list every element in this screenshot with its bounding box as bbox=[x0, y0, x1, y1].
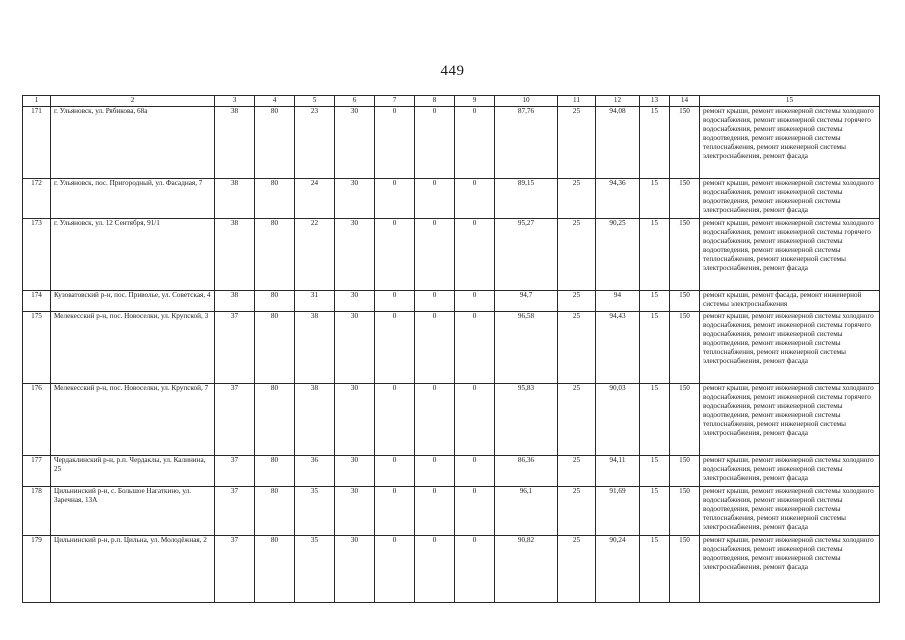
value-cell: 96,58 bbox=[495, 312, 558, 384]
column-header: 9 bbox=[455, 96, 495, 107]
value-cell: 25 bbox=[558, 219, 596, 291]
value-cell: 25 bbox=[558, 291, 596, 312]
table-row bbox=[23, 456, 880, 487]
value-cell: 0 bbox=[375, 384, 415, 456]
value-cell: 25 bbox=[558, 456, 596, 487]
table-header bbox=[23, 96, 880, 107]
column-header: 6 bbox=[335, 96, 375, 107]
column-header: 10 bbox=[495, 96, 558, 107]
column-header: 12 bbox=[596, 96, 640, 107]
row-number: 179 bbox=[23, 536, 51, 603]
value-cell: 80 bbox=[255, 219, 295, 291]
value-cell: 25 bbox=[558, 487, 596, 536]
value-cell: 150 bbox=[670, 179, 700, 219]
value-cell: 25 bbox=[558, 179, 596, 219]
value-cell: 0 bbox=[375, 291, 415, 312]
value-cell: 0 bbox=[415, 312, 455, 384]
header-row bbox=[23, 96, 880, 107]
value-cell: 30 bbox=[335, 219, 375, 291]
row-number: 175 bbox=[23, 312, 51, 384]
value-cell: 0 bbox=[375, 219, 415, 291]
address-cell: Цильнинский р-н, с. Большое Нагаткино, ул. Заречная, 13А bbox=[51, 487, 215, 536]
value-cell: 150 bbox=[670, 107, 700, 179]
value-cell: 36 bbox=[295, 456, 335, 487]
value-cell: 0 bbox=[455, 107, 495, 179]
value-cell: 0 bbox=[375, 107, 415, 179]
value-cell: 90,25 bbox=[596, 219, 640, 291]
value-cell: 35 bbox=[295, 536, 335, 603]
column-header: 14 bbox=[670, 96, 700, 107]
address-cell: г. Ульяновск, пос. Пригородный, ул. Фасадная, 7 bbox=[51, 179, 215, 219]
page-number: 449 bbox=[440, 63, 465, 79]
value-cell: 24 bbox=[295, 179, 335, 219]
address-cell: г. Ульяновск, ул. 12 Сентября, 91/1 bbox=[51, 219, 215, 291]
value-cell: 0 bbox=[375, 487, 415, 536]
value-cell: 94 bbox=[596, 291, 640, 312]
value-cell: 15 bbox=[640, 219, 670, 291]
value-cell: 15 bbox=[640, 179, 670, 219]
repair-program-table bbox=[22, 95, 880, 603]
works-cell: ремонт крыши, ремонт инженерной системы холодного водоснабжения, ремонт инженерной системы водоотведения, ремонт инженерной системы теплоснабжения, ремонт инженерной системы электроснабжения, ремонт фасада bbox=[700, 487, 880, 536]
value-cell: 0 bbox=[375, 179, 415, 219]
value-cell: 80 bbox=[255, 487, 295, 536]
value-cell: 90,24 bbox=[596, 536, 640, 603]
value-cell: 94,11 bbox=[596, 456, 640, 487]
works-cell: ремонт крыши, ремонт инженерной системы холодного водоснабжения, ремонт инженерной системы водоотведения, ремонт инженерной системы электроснабжения, ремонт фасада bbox=[700, 179, 880, 219]
value-cell: 15 bbox=[640, 291, 670, 312]
column-header: 8 bbox=[415, 96, 455, 107]
column-header: 15 bbox=[700, 96, 880, 107]
value-cell: 30 bbox=[335, 107, 375, 179]
value-cell: 25 bbox=[558, 312, 596, 384]
value-cell: 80 bbox=[255, 312, 295, 384]
value-cell: 37 bbox=[215, 456, 255, 487]
value-cell: 37 bbox=[215, 312, 255, 384]
row-number: 174 bbox=[23, 291, 51, 312]
value-cell: 87,76 bbox=[495, 107, 558, 179]
value-cell: 38 bbox=[215, 291, 255, 312]
value-cell: 0 bbox=[415, 179, 455, 219]
table-row bbox=[23, 107, 880, 179]
value-cell: 80 bbox=[255, 384, 295, 456]
value-cell: 37 bbox=[215, 487, 255, 536]
table-body bbox=[23, 107, 880, 603]
value-cell: 0 bbox=[375, 536, 415, 603]
value-cell: 0 bbox=[455, 291, 495, 312]
value-cell: 80 bbox=[255, 456, 295, 487]
column-header: 7 bbox=[375, 96, 415, 107]
value-cell: 30 bbox=[335, 291, 375, 312]
address-cell: Кузоватовский р-н, пос. Приволье, ул. Советская, 4 bbox=[51, 291, 215, 312]
works-cell: ремонт крыши, ремонт инженерной системы холодного водоснабжения, ремонт инженерной системы электроснабжения, ремонт фасада bbox=[700, 456, 880, 487]
value-cell: 0 bbox=[455, 312, 495, 384]
table-row bbox=[23, 219, 880, 291]
table-row bbox=[23, 536, 880, 603]
value-cell: 0 bbox=[415, 219, 455, 291]
address-cell: Цильнинский р-н, р.п. Цильна, ул. Молодёжная, 2 bbox=[51, 536, 215, 603]
row-number: 177 bbox=[23, 456, 51, 487]
value-cell: 23 bbox=[295, 107, 335, 179]
value-cell: 94,7 bbox=[495, 291, 558, 312]
row-number: 173 bbox=[23, 219, 51, 291]
value-cell: 0 bbox=[415, 291, 455, 312]
row-number: 171 bbox=[23, 107, 51, 179]
table-row bbox=[23, 384, 880, 456]
table-row bbox=[23, 291, 880, 312]
address-cell: Мелекесский р-н, пос. Новоселки, ул. Крупской, 3 bbox=[51, 312, 215, 384]
row-number: 178 bbox=[23, 487, 51, 536]
value-cell: 0 bbox=[415, 536, 455, 603]
value-cell: 38 bbox=[215, 179, 255, 219]
value-cell: 91,69 bbox=[596, 487, 640, 536]
row-number: 176 bbox=[23, 384, 51, 456]
value-cell: 15 bbox=[640, 107, 670, 179]
value-cell: 37 bbox=[215, 536, 255, 603]
row-number: 172 bbox=[23, 179, 51, 219]
value-cell: 80 bbox=[255, 179, 295, 219]
value-cell: 80 bbox=[255, 291, 295, 312]
works-cell: ремонт крыши, ремонт инженерной системы холодного водоснабжения, ремонт инженерной системы горячего водоснабжения, ремонт инженерной системы водоотведения, ремонт инженерной системы теплоснабжения, ремонт инженерной системы электроснабжения, ремонт фасада bbox=[700, 107, 880, 179]
value-cell: 0 bbox=[455, 219, 495, 291]
column-header: 4 bbox=[255, 96, 295, 107]
value-cell: 15 bbox=[640, 487, 670, 536]
value-cell: 15 bbox=[640, 384, 670, 456]
value-cell: 38 bbox=[215, 219, 255, 291]
table-row bbox=[23, 179, 880, 219]
column-header: 11 bbox=[558, 96, 596, 107]
value-cell: 0 bbox=[415, 384, 455, 456]
column-header: 3 bbox=[215, 96, 255, 107]
value-cell: 95,27 bbox=[495, 219, 558, 291]
value-cell: 25 bbox=[558, 107, 596, 179]
value-cell: 30 bbox=[335, 179, 375, 219]
value-cell: 150 bbox=[670, 456, 700, 487]
value-cell: 90,82 bbox=[495, 536, 558, 603]
value-cell: 38 bbox=[295, 312, 335, 384]
value-cell: 150 bbox=[670, 384, 700, 456]
value-cell: 37 bbox=[215, 384, 255, 456]
value-cell: 0 bbox=[455, 384, 495, 456]
value-cell: 22 bbox=[295, 219, 335, 291]
value-cell: 95,83 bbox=[495, 384, 558, 456]
value-cell: 30 bbox=[335, 384, 375, 456]
value-cell: 30 bbox=[335, 487, 375, 536]
value-cell: 38 bbox=[215, 107, 255, 179]
value-cell: 96,1 bbox=[495, 487, 558, 536]
value-cell: 38 bbox=[295, 384, 335, 456]
value-cell: 15 bbox=[640, 312, 670, 384]
value-cell: 150 bbox=[670, 487, 700, 536]
value-cell: 0 bbox=[455, 456, 495, 487]
address-cell: Чердаклинский р-н, р.п. Чердаклы, ул. Калинина, 25 bbox=[51, 456, 215, 487]
value-cell: 0 bbox=[455, 487, 495, 536]
value-cell: 0 bbox=[415, 487, 455, 536]
value-cell: 94,08 bbox=[596, 107, 640, 179]
value-cell: 25 bbox=[558, 536, 596, 603]
value-cell: 150 bbox=[670, 536, 700, 603]
address-cell: Мелекесский р-н, пос. Новоселки, ул. Крупской, 7 bbox=[51, 384, 215, 456]
value-cell: 25 bbox=[558, 384, 596, 456]
value-cell: 80 bbox=[255, 536, 295, 603]
column-header: 1 bbox=[23, 96, 51, 107]
value-cell: 0 bbox=[455, 179, 495, 219]
value-cell: 35 bbox=[295, 487, 335, 536]
value-cell: 94,36 bbox=[596, 179, 640, 219]
value-cell: 150 bbox=[670, 219, 700, 291]
value-cell: 0 bbox=[375, 312, 415, 384]
value-cell: 15 bbox=[640, 456, 670, 487]
value-cell: 90,03 bbox=[596, 384, 640, 456]
table-row bbox=[23, 487, 880, 536]
value-cell: 0 bbox=[415, 107, 455, 179]
works-cell: ремонт крыши, ремонт инженерной системы холодного водоснабжения, ремонт инженерной системы горячего водоснабжения, ремонт инженерной системы водоотведения, ремонт инженерной системы теплоснабжения, ремонт инженерной системы электроснабжения, ремонт фасада bbox=[700, 384, 880, 456]
value-cell: 94,43 bbox=[596, 312, 640, 384]
works-cell: ремонт крыши, ремонт инженерной системы холодного водоснабжения, ремонт инженерной системы водоотведения, ремонт инженерной системы электроснабжения, ремонт фасада bbox=[700, 536, 880, 603]
works-cell: ремонт крыши, ремонт инженерной системы холодного водоснабжения, ремонт инженерной системы горячего водоснабжения, ремонт инженерной системы водоотведения, ремонт инженерной системы теплоснабжения, ремонт инженерной системы электроснабжения, ремонт фасада bbox=[700, 312, 880, 384]
value-cell: 89,15 bbox=[495, 179, 558, 219]
value-cell: 31 bbox=[295, 291, 335, 312]
value-cell: 30 bbox=[335, 456, 375, 487]
value-cell: 86,36 bbox=[495, 456, 558, 487]
value-cell: 150 bbox=[670, 291, 700, 312]
value-cell: 30 bbox=[335, 536, 375, 603]
value-cell: 0 bbox=[455, 536, 495, 603]
value-cell: 80 bbox=[255, 107, 295, 179]
table-row bbox=[23, 312, 880, 384]
column-header: 2 bbox=[51, 96, 215, 107]
value-cell: 150 bbox=[670, 312, 700, 384]
value-cell: 0 bbox=[375, 456, 415, 487]
works-cell: ремонт крыши, ремонт фасада, ремонт инженерной системы электроснабжения bbox=[700, 291, 880, 312]
column-header: 13 bbox=[640, 96, 670, 107]
works-cell: ремонт крыши, ремонт инженерной системы холодного водоснабжения, ремонт инженерной системы горячего водоснабжения, ремонт инженерной системы водоотведения, ремонт инженерной системы теплоснабжения, ремонт инженерной системы электроснабжения, ремонт фасада bbox=[700, 219, 880, 291]
column-header: 5 bbox=[295, 96, 335, 107]
value-cell: 15 bbox=[640, 536, 670, 603]
value-cell: 0 bbox=[415, 456, 455, 487]
value-cell: 30 bbox=[335, 312, 375, 384]
repair-program-table-wrap bbox=[22, 95, 879, 603]
address-cell: г. Ульяновск, ул. Рябикова, 68а bbox=[51, 107, 215, 179]
